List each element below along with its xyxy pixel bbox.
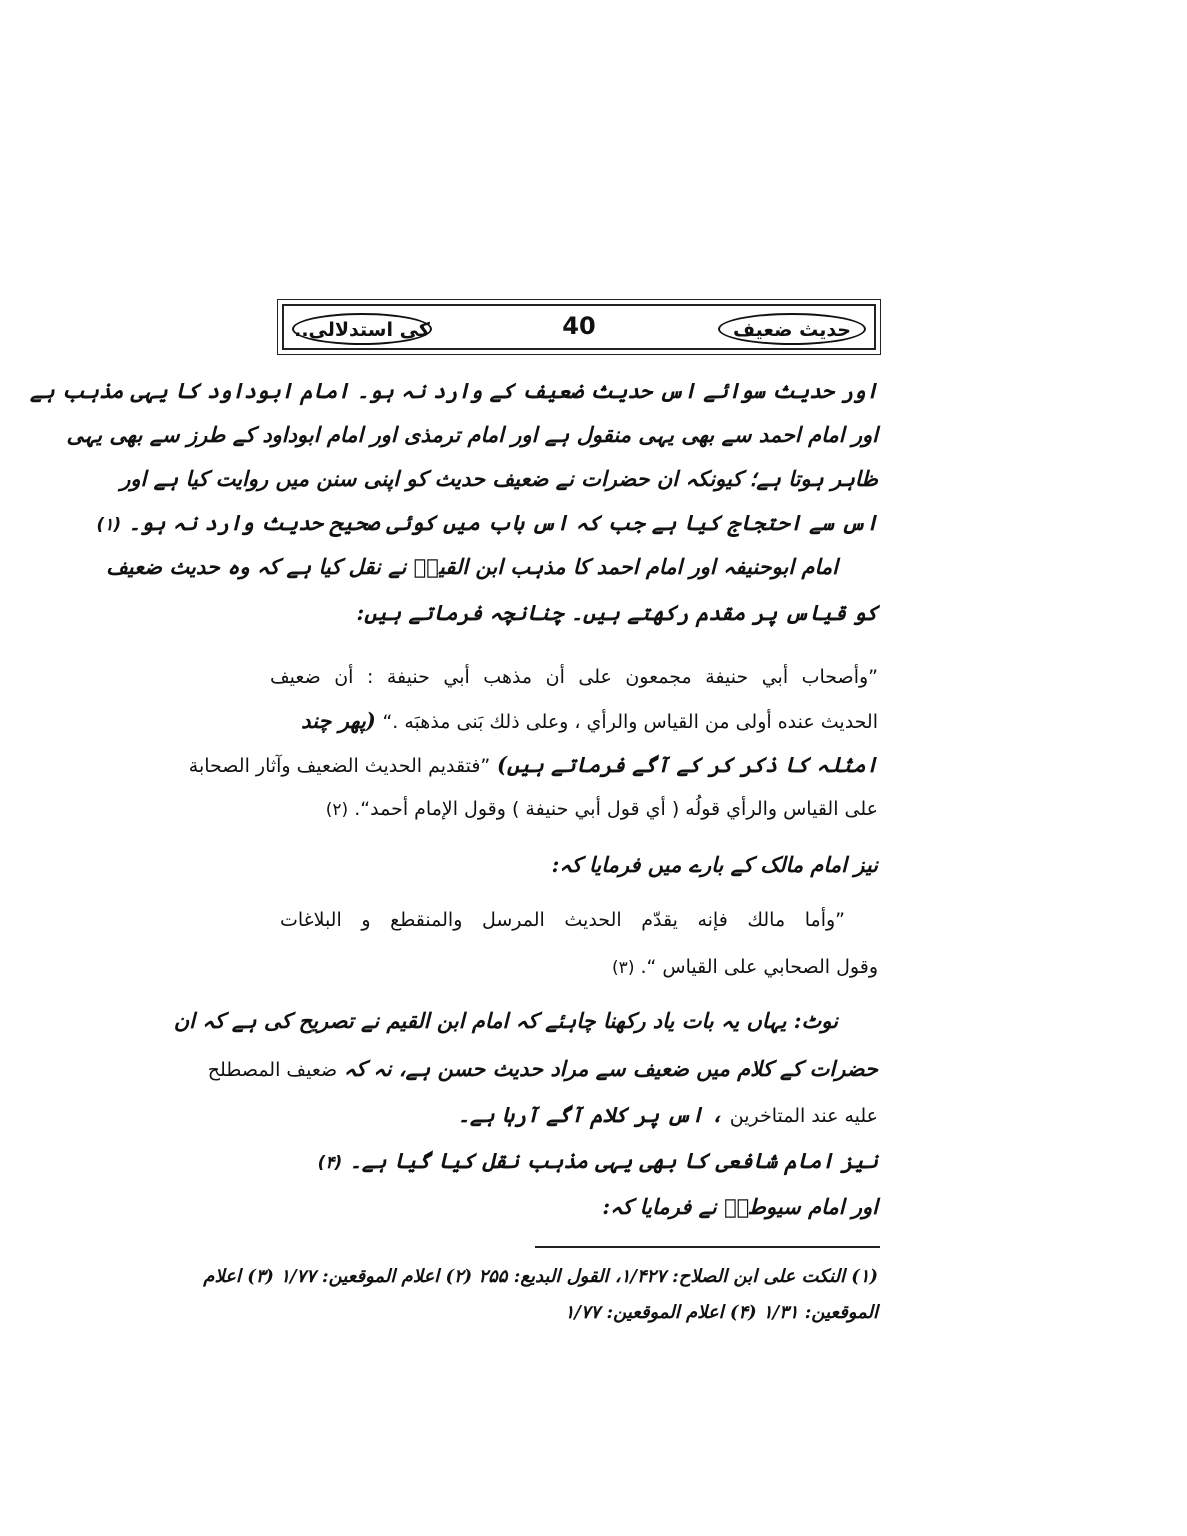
text-span: (پھر چند [301, 708, 376, 733]
text-span: ، اس پر کلام آگے آرہا ہے۔ [457, 1102, 724, 1127]
text-span: حضرات کے کلام میں ضعیف سے مراد حدیث حسن ہے، نہ کہ [343, 1056, 878, 1081]
arabic-quote-span: ”فتقديم الحديث الضعيف وآثار الصحابة [188, 755, 491, 777]
text-line [270, 706, 878, 738]
arabic-quote-line [612, 952, 878, 984]
header-title-right: حدیث ضعیف [718, 313, 866, 345]
page-header [277, 299, 881, 355]
footnote-line: (۱) النکت علی ابن الصلاح: ۱/۴۲۷، القول البدیع: ۲۵۵ (۲) اعلام الموقعین: ۱/۷۷ (۳) اعلام [203, 1266, 878, 1287]
footnote-ref: (۲) [325, 800, 349, 820]
header-title-left: کی استدلالی.. [292, 313, 432, 345]
arabic-span: ضعيف المصطلح [207, 1059, 338, 1081]
text-line: نیز امام مالک کے بارے میں فرمایا کہ: [551, 852, 878, 877]
text-line: نوٹ: یہاں یہ بات یاد رکھنا چاہئے کہ امام ابن القیم نے تصریح کی ہے کہ ان [173, 1008, 838, 1033]
text-span: امثلہ کا ذکر کر کے آگے فرماتے ہیں) [496, 752, 878, 777]
text-line [318, 1146, 878, 1178]
arabic-quote-span: على القياس والرأي قولُه ( أي قول أبي حنيفة ) وقول الإمام أحمد“. [354, 798, 878, 820]
text-line [188, 750, 878, 782]
arabic-quote-line: ”وأما مالك فإنه يقدّم الحديث المرسل والمنقطع و البلاغات [280, 909, 845, 931]
text-line [458, 1100, 878, 1132]
arabic-quote-line [326, 794, 878, 826]
text-line: کو قیاس پر مقدم رکھتے ہیں۔ چنانچہ فرماتے ہیں: [356, 600, 878, 625]
arabic-quote-span: وقول الصحابي على القياس “. [640, 956, 878, 978]
text-line: اور امام سیوطیؒ نے فرمایا کہ: [602, 1194, 878, 1219]
footnote-divider [535, 1246, 880, 1248]
header-frame [282, 304, 876, 350]
text-line [207, 1054, 878, 1086]
arabic-quote-line: ”وأصحاب أبي حنيفة مجمعون على أن مذهب أبي حنيفة : أن ضعيف [270, 666, 878, 688]
text-line: ظاہر ہوتا ہے؛ کیونکہ ان حضرات نے ضعیف حدیث کو اپنی سنن میں روایت کیا ہے اور [120, 466, 878, 491]
page-number: 40 [562, 312, 596, 340]
text-span: نیز امام شافعی کا بھی یہی مذہب نقل کیا گیا ہے۔ [349, 1148, 878, 1173]
text-line: امام ابوحنیفہ اور امام احمد کا مذہب ابن القیمؒ نے نقل کیا ہے کہ وہ حدیث ضعیف [106, 554, 838, 579]
arabic-span: عليه عند المتاخرين [729, 1105, 878, 1127]
arabic-quote-span: الحديث عنده أولى من القياس والرأي ، وعلى ذلك بَنى مذهبَه .“ [382, 711, 878, 733]
footnote-ref: (۳) [612, 958, 635, 978]
text-line: اور حدیث سوائے اس حدیث ضعیف کے وارد نہ ہو۔ امام ابوداود کا یہی مذہب ہے [30, 378, 878, 403]
footnote-ref: (۴) [317, 1153, 343, 1173]
text-line: اور امام احمد سے بھی یہی منقول ہے اور امام ترمذی اور امام ابوداود کے طرز سے بھی یہی [66, 422, 878, 447]
text-span: اس سے احتجاج کیا ہے جب کہ اس باب میں کوئی صحیح حدیث وارد نہ ہو۔ [128, 510, 878, 535]
text-line [96, 508, 878, 540]
footnote-ref: (۱) [96, 515, 122, 535]
footnote-line: الموقعین: ۱/۳۱ (۴) اعلام الموقعین: ۱/۷۷ [564, 1302, 878, 1323]
